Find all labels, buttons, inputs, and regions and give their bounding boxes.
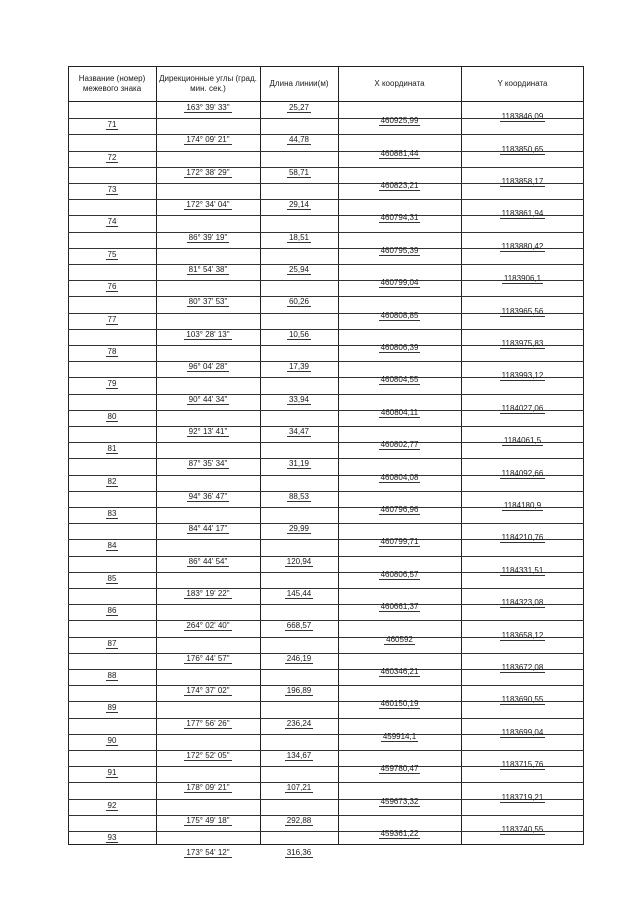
segment-angle: 183° 19' 22" (186, 589, 230, 598)
point-y-coordinate: 1183861,94 (501, 209, 544, 219)
point-number: 93 (107, 833, 117, 842)
point-y-coordinate: 1183719,21 (501, 792, 544, 802)
segment-length: 316,36 (286, 848, 312, 858)
point-number: 82 (107, 476, 117, 486)
point-x-coordinate: 460808,85 (380, 310, 419, 320)
point-number: 90 (107, 735, 117, 745)
point-y-coordinate: 1183850,65 (501, 144, 544, 154)
segment-angle: 177° 56' 26" (186, 718, 230, 728)
segment-angle: 90° 44' 34" (188, 394, 228, 404)
point-y-coordinate: 1184061,5 (503, 436, 542, 446)
point-y-coordinate: 1184210,76 (501, 533, 544, 543)
point-y-coordinate: 1184180,9 (503, 501, 542, 510)
point-number: 76 (107, 282, 117, 292)
segment-length: 246,19 (286, 653, 312, 663)
segment-length: 44,78 (288, 135, 310, 145)
segment-angle: 173° 54' 12" (186, 848, 230, 858)
header-length: Длина линии(м) (260, 66, 338, 102)
point-x-coordinate: 460799,04 (380, 278, 419, 288)
point-number: 87 (107, 638, 117, 648)
segment-angle: 96° 04' 28" (188, 362, 228, 372)
point-number: 92 (107, 800, 117, 810)
segment-angle: 264° 02' 40" (186, 621, 230, 631)
segment-angle: 175° 49' 18" (186, 815, 230, 825)
point-y-coordinate: 1183993,12 (501, 371, 544, 381)
segment-angle: 178° 09' 21" (186, 783, 230, 793)
point-x-coordinate: 460794,31 (380, 213, 419, 223)
point-number: 74 (107, 217, 117, 227)
point-y-coordinate: 1183740,55 (501, 825, 544, 834)
point-y-coordinate: 1184331,51 (501, 565, 544, 575)
point-number: 78 (107, 347, 117, 356)
segment-length: 25,27 (288, 103, 310, 112)
point-y-coordinate: 1183906,1 (503, 274, 542, 284)
point-x-coordinate: 459361,22 (380, 829, 419, 838)
point-x-coordinate: 460881,44 (380, 148, 419, 158)
point-y-coordinate: 1184027,06 (501, 403, 544, 413)
segment-length: 196,89 (286, 686, 312, 696)
segment-length: 58,71 (288, 167, 310, 177)
point-number: 83 (107, 509, 117, 518)
header-angle: Дирекционные углы (град. мин. сек.) (156, 66, 260, 102)
segment-angle: 172° 38' 29" (186, 167, 230, 177)
segment-length: 18,51 (288, 232, 310, 242)
point-x-coordinate: 459673,32 (380, 796, 419, 806)
segment-angle: 172° 34' 04" (186, 200, 230, 210)
point-x-coordinate: 460804,08 (380, 472, 419, 482)
point-number: 77 (107, 314, 117, 324)
point-number: 86 (107, 606, 117, 616)
point-y-coordinate: 1183858,17 (501, 177, 544, 186)
point-x-coordinate: 459780,47 (380, 764, 419, 774)
segment-length: 120,94 (286, 556, 312, 566)
segment-length: 668,57 (286, 621, 312, 631)
segment-angle: 81° 54' 38" (188, 265, 228, 274)
segment-length: 60,26 (288, 297, 310, 307)
segment-angle: 92° 13' 41" (188, 427, 228, 436)
point-x-coordinate: 460796,96 (380, 505, 419, 514)
point-x-coordinate: 460823,21 (380, 181, 419, 190)
segment-angle: 174° 09' 21" (186, 135, 230, 145)
point-number: 85 (107, 573, 117, 583)
point-y-coordinate: 1184092,66 (501, 468, 544, 478)
point-y-coordinate: 1183965,56 (501, 306, 544, 316)
segment-length: 29,14 (288, 200, 310, 210)
point-number: 80 (107, 411, 117, 421)
header-number: Название (номер) межевого знака (68, 66, 156, 102)
segment-length: 34,47 (288, 427, 310, 436)
point-x-coordinate: 460804,55 (380, 375, 419, 385)
point-y-coordinate: 1183658,12 (501, 630, 544, 640)
segment-angle: 174° 37' 02" (186, 686, 230, 696)
segment-length: 145,44 (286, 589, 312, 598)
segment-length: 292,88 (286, 815, 312, 825)
segment-length: 88,53 (288, 491, 310, 501)
point-x-coordinate: 460346,21 (380, 667, 419, 676)
segment-length: 17,39 (288, 362, 310, 372)
point-y-coordinate: 1183690,55 (501, 695, 544, 705)
segment-length: 107,21 (286, 783, 312, 793)
segment-angle: 86° 44' 54" (188, 556, 228, 566)
point-number: 88 (107, 671, 117, 680)
header-y: Y координата (461, 66, 584, 102)
point-number: 73 (107, 185, 117, 194)
segment-angle: 103° 28' 13" (186, 329, 230, 339)
segment-length: 25,94 (288, 265, 310, 274)
segment-length: 236,24 (286, 718, 312, 728)
point-x-coordinate: 460799,71 (380, 537, 419, 547)
point-number: 84 (107, 541, 117, 551)
point-x-coordinate: 460592 (386, 634, 413, 644)
point-y-coordinate: 1184323,08 (501, 598, 544, 608)
segment-length: 29,99 (288, 524, 310, 534)
point-number: 75 (107, 249, 117, 259)
point-number: 91 (107, 768, 117, 778)
segment-angle: 94° 36' 47" (188, 491, 228, 501)
coordinate-table (68, 66, 584, 858)
segment-angle: 163° 39' 33" (186, 103, 230, 112)
point-x-coordinate: 460804,11 (380, 407, 419, 417)
point-x-coordinate: 460925,99 (380, 116, 419, 126)
point-number: 72 (107, 152, 117, 162)
segment-angle: 172° 52' 05" (186, 751, 230, 760)
segment-angle: 80° 37' 53" (188, 297, 228, 307)
segment-angle: 176° 44' 57" (186, 653, 230, 663)
point-x-coordinate: 460802,77 (380, 440, 419, 450)
point-x-coordinate: 460795,39 (380, 245, 419, 255)
point-y-coordinate: 1183699,04 (501, 727, 544, 737)
segment-angle: 86° 39' 19" (188, 232, 228, 242)
point-y-coordinate: 1183975,83 (501, 339, 544, 348)
segment-length: 10,56 (288, 329, 310, 339)
segment-angle: 87° 35' 34" (188, 459, 228, 469)
point-y-coordinate: 1183672,08 (501, 663, 544, 672)
point-x-coordinate: 459914,1 (382, 731, 417, 741)
point-number: 71 (107, 120, 117, 130)
point-number: 89 (107, 703, 117, 713)
point-x-coordinate: 460661,37 (380, 602, 419, 612)
point-x-coordinate: 460806,39 (380, 343, 419, 352)
segment-length: 33,94 (288, 394, 310, 404)
segment-length: 31,19 (288, 459, 310, 469)
segment-angle: 84° 44' 17" (188, 524, 228, 534)
point-x-coordinate: 460806,57 (380, 569, 419, 579)
point-y-coordinate: 1183880,42 (501, 241, 544, 251)
point-number: 79 (107, 379, 117, 389)
header-x: X координата (338, 66, 461, 102)
point-number: 81 (107, 444, 117, 454)
point-x-coordinate: 460150,19 (380, 699, 419, 709)
segment-length: 134,67 (286, 751, 312, 760)
point-y-coordinate: 1183715,76 (501, 760, 544, 770)
point-y-coordinate: 1183846,09 (501, 112, 544, 122)
